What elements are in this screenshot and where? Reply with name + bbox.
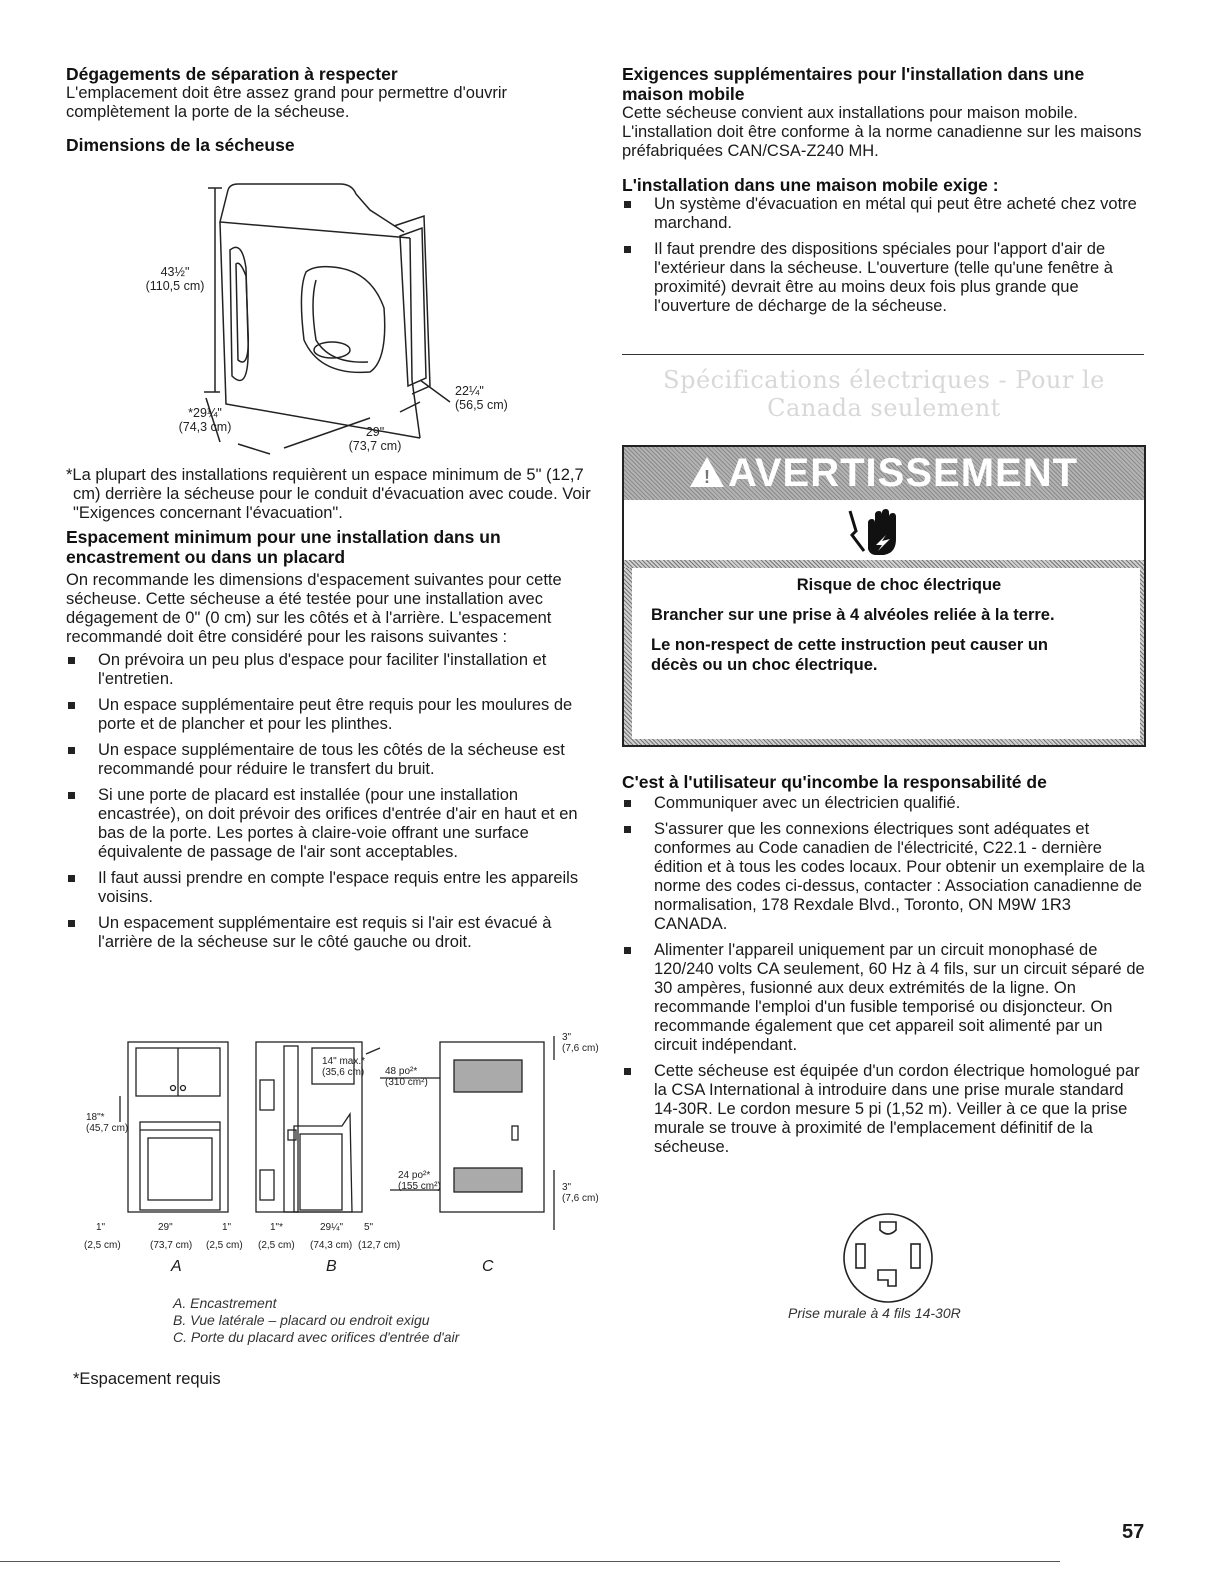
a-dim-cm-2: (73,7 cm) <box>150 1240 193 1251</box>
list-item: Un espace supplémentaire de tous les côtés de la sécheuse est recommandé pour réduire le transfert du bruit. <box>66 741 596 779</box>
width-label: 29" (73,7 cm) <box>348 425 402 453</box>
responsibility-heading: C'est à l'utilisateur qu'incombe la responsabilité de <box>622 772 1047 792</box>
right-column <box>622 64 1146 316</box>
depth-label: *29¼" (74,3 cm) <box>178 406 232 434</box>
a-height-label: 18"* (45,7 cm) <box>86 1112 129 1134</box>
electric-shock-hand-icon <box>842 505 922 557</box>
list-item: Communiquer avec un électricien qualifié. <box>622 794 1146 813</box>
list-item: On prévoira un peu plus d'espace pour faciliter l'installation et l'entretien. <box>66 651 596 689</box>
b-dim-3: 5" <box>364 1222 374 1233</box>
list-item: Cette sécheuse est équipée d'un cordon électrique homologué par la CSA International à introduire dans une prise murale standard 14-30R. Le cordon mesure 5 pi (1,52 m). Veiller à ce que la prise murale se trouve à proximité de l'emplacement définitif de la sécheuse. <box>622 1062 1146 1157</box>
mobile-home-heading: Exigences supplémentaires pour l'installation dans une maison mobile <box>622 64 1085 104</box>
footer-rule <box>0 1561 1060 1562</box>
diagram-captions <box>173 1295 573 1346</box>
b-dim-1: 1"* <box>270 1222 284 1233</box>
warning-header <box>624 447 1144 500</box>
b-dim-cm-1: (2,5 cm) <box>258 1240 295 1251</box>
list-item: Un espacement supplémentaire est requis si l'air est évacué à l'arrière de la sécheuse sur le côté gauche ou droit. <box>66 914 596 952</box>
diagram-letter-b: B <box>326 1258 337 1275</box>
c-bottom-label: 3" (7,6 cm) <box>562 1182 599 1204</box>
responsibility-section <box>622 772 1146 1157</box>
b-top-label: 14" max.* (35,6 cm) <box>322 1056 366 1078</box>
list-item: Un espace supplémentaire peut être requis pour les moulures de porte et de plancher et pour les plinthes. <box>66 696 596 734</box>
warning-text <box>624 568 1144 745</box>
warning-title: AVERTISSEMENT <box>727 451 1079 495</box>
left-column-body <box>66 466 596 952</box>
warning-line-1: Risque de choc électrique <box>796 576 1002 594</box>
warning-line-3: Le non-respect de cette instruction peut causer un décès ou un choc électrique. <box>651 636 1048 674</box>
dryer-dimensions-heading: Dimensions de la sécheuse <box>66 135 295 155</box>
caption-b: B. Vue latérale – placard ou endroit exigu <box>173 1312 430 1328</box>
height-label: 43½" (110,5 cm) <box>145 265 205 293</box>
warning-triangle-icon: ! <box>690 457 724 487</box>
c-top-label: 3" (7,6 cm) <box>562 1032 599 1054</box>
b-dim-2: 29¼" <box>320 1222 344 1233</box>
clearance-paragraph: L'emplacement doit être assez grand pour permettre d'ouvrir complètement la porte de la sécheuse. <box>66 84 508 121</box>
mobile-home-requires-heading: L'installation dans une maison mobile exige : <box>622 175 999 195</box>
closet-paragraph: On recommande les dimensions d'espacement suivantes pour cette sécheuse. Cette sécheuse a été testée pour une installation avec dégagement de 0" (0 cm) sur les côtés et à l'arrière. L'espacement recommandé doit être considéré pour les raisons suivantes : <box>66 571 562 646</box>
mobile-home-paragraph: Cette sécheuse convient aux installations pour maison mobile. L'installation doit être conforme à la norme canadienne sur les maisons préfabriquées CAN/CSA-Z240 MH. <box>622 104 1142 160</box>
page-number: 57 <box>1122 1521 1145 1543</box>
list-item: Un système d'évacuation en métal qui peut être acheté chez votre marchand. <box>622 195 1146 233</box>
b-area1-label: 48 po²* (310 cm²) <box>385 1066 428 1088</box>
list-item: Il faut prendre des dispositions spéciales pour l'apport d'air de l'extérieur dans la sécheuse. L'ouverture (telle qu'une fenêtre à proximité) devrait être au moins deux fois plus grande que l'ouverture de décharge de la sécheuse. <box>622 240 1146 316</box>
electrical-specs-title: Spécifications électriques - Pour le Canada seulement <box>663 366 1105 422</box>
responsibility-bullets <box>622 794 1146 1157</box>
caption-c: C. Porte du placard avec orifices d'entrée d'air <box>173 1329 460 1345</box>
a-dim-1: 1" <box>96 1222 106 1233</box>
a-dim-cm-3: (2,5 cm) <box>206 1240 243 1251</box>
mobile-home-bullets <box>622 195 1146 316</box>
b-dim-cm-3: (12,7 cm) <box>358 1240 401 1251</box>
section-divider <box>622 354 1144 355</box>
required-spacing-footnote: *Espacement requis <box>73 1370 221 1388</box>
b-dim-cm-2: (74,3 cm) <box>310 1240 353 1251</box>
list-item: Si une porte de placard est installée (pour une installation encastrée), on doit prévoir des orifices d'entrée d'air en haut et en bas de la porte. Les portes à claire-voie offrant une surface équivalente de passage de l'air sont acceptables. <box>66 786 596 862</box>
vent-note: *La plupart des installations requièrent un espace minimum de 5" (12,7 cm) derrière la sécheuse pour le conduit d'évacuation avec coude. Voir "Exigences concernant l'évacuation". <box>66 466 591 522</box>
list-item: Alimenter l'appareil uniquement par un circuit monophasé de 120/240 volts CA seulement, 60 Hz à 4 fils, sur un circuit séparé de 30 ampères, fusionné aux deux extrémités de la ligne. On recommande l'emploi d'un fusible temporisé ou disjoncteur. On recommande également que cet appareil soit alimenté par un circuit indépendant. <box>622 941 1146 1055</box>
diagram-letter-a: A <box>171 1258 182 1275</box>
list-item: S'assurer que les connexions électriques sont adéquates et conformes au Code canadien de l'électricité, C22.1 - dernière édition et à tous les codes locaux. Pour obtenir un exemplaire de la norme des codes ci-dessus, contacter : Association canadienne de normalisation, 178 Rexdale Blvd., Toronto, ON M9W 1R3 CANADA. <box>622 820 1146 934</box>
clearance-heading: Dégagements de séparation à respecter <box>66 64 398 84</box>
b-area2-label: 24 po²* (155 cm²) <box>398 1170 441 1192</box>
diagram-letter-c: C <box>482 1258 494 1275</box>
a-dim-cm-1: (2,5 cm) <box>84 1240 121 1251</box>
warning-line-2: Brancher sur une prise à 4 alvéoles reliée à la terre. <box>651 606 1055 624</box>
list-item: Il faut aussi prendre en compte l'espace requis entre les appareils voisins. <box>66 869 596 907</box>
clearance-bullets <box>66 651 596 952</box>
outlet-caption: Prise murale à 4 fils 14-30R <box>788 1305 961 1321</box>
closet-heading: Espacement minimum pour une installation dans un encastrement ou dans un placard <box>66 527 501 567</box>
door-label: 22¼" (56,5 cm) <box>455 384 508 412</box>
warning-box <box>622 445 1146 747</box>
outlet-14-30r-icon <box>838 1208 938 1308</box>
caption-a: A. Encastrement <box>173 1295 277 1311</box>
left-column <box>66 64 596 155</box>
a-dim-2: 29" <box>158 1222 173 1233</box>
a-dim-3: 1" <box>222 1222 232 1233</box>
